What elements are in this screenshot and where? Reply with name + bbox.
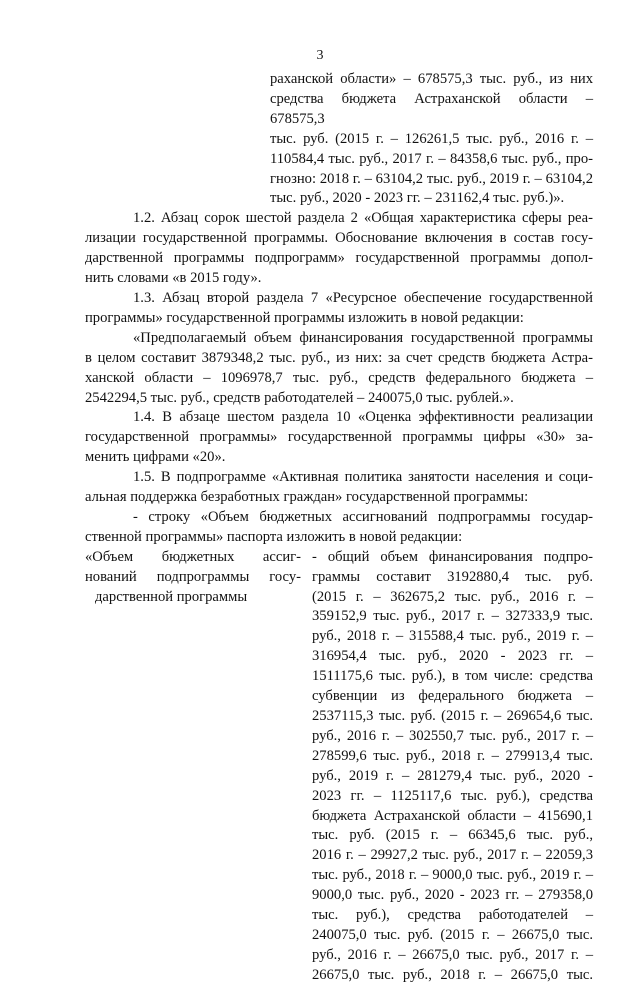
text-line: бюджета Астраханской области – 415690,1 <box>312 807 593 824</box>
top-continuation-block <box>85 70 593 209</box>
text-line: альная поддержка безработных граждан» государственной программы: <box>85 489 529 506</box>
text-line: 2016 г. – 29927,2 тыс. руб., 2017 г. – 22059,3 <box>312 847 593 864</box>
paragraph-1-2 <box>85 209 593 289</box>
text-line: руб., 2016 г. – 302550,7 тыс. руб., 2017 г. – <box>312 727 593 744</box>
text-line: 240075,0 тыс. руб. (2015 г. – 26675,0 тыс. <box>312 926 593 943</box>
paragraph-1-3 <box>85 289 593 329</box>
text-line: менить цифрами «20». <box>85 449 226 466</box>
text-line: субвенции из федерального бюджета – <box>312 688 593 705</box>
table-right-cell <box>312 548 593 986</box>
text-line: - строку «Объем бюджетных ассигнований подпрограммы государ- <box>133 508 593 525</box>
text-line: 1.3. Абзац второй раздела 7 «Ресурсное обеспечение государственной <box>133 289 593 306</box>
text-line: тыс. руб., 2020 - 2023 гг. – 231162,4 тыс. руб.)». <box>270 190 565 207</box>
paragraph-1-5 <box>85 468 593 508</box>
paragraph-dash-item <box>85 508 593 548</box>
passport-table-row <box>85 548 593 988</box>
text-line: руб., 2016 г. – 26675,0 тыс. руб., 2017 г. – <box>312 946 593 963</box>
text-line: руб., 2018 г. – 315588,4 тыс. руб., 2019 г. – <box>312 628 593 645</box>
text-line: государственной программы» государственной программы цифры «30» за- <box>85 429 593 446</box>
text-line: 1.2. Абзац сорок шестой раздела 2 «Общая характеристика сферы реа- <box>133 210 593 227</box>
text-line: 359152,9 тыс. руб., 2017 г. – 327333,9 тыс. <box>312 608 593 625</box>
text-line: 1.5. В подпрограмме «Активная политика занятости населения и соци- <box>133 469 593 486</box>
page-number: 3 <box>316 48 324 63</box>
text-line: граммы составит 3192880,4 тыс. руб. <box>312 568 593 585</box>
text-line: 2023 гг. – 1125117,6 тыс. руб.), средства <box>312 787 593 804</box>
text-line: дарственной программы подпрограмм» государственной программы допол- <box>85 250 593 267</box>
text-line: тыс. руб.), средства работодателей – <box>312 907 593 924</box>
text-line: 1.4. В абзаце шестом раздела 10 «Оценка эффективности реализации <box>133 409 593 426</box>
text-line: 9000,0 тыс. руб., 2020 - 2023 гг. – 279358,0 <box>312 887 593 904</box>
text-line: дарственной программы <box>95 588 248 605</box>
text-line: руб., 2019 г. – 281279,4 тыс. руб., 2020 - <box>312 767 593 784</box>
document-body <box>85 70 593 988</box>
text-line: «Объем бюджетных ассиг- <box>85 548 301 565</box>
text-line: в целом составит 3879348,2 тыс. руб., из них: за счет средств бюджета Астра- <box>85 349 593 366</box>
paragraph-1-4 <box>85 408 593 468</box>
paragraph-quote-financing <box>85 329 593 409</box>
text-line: 110584,4 тыс. руб., 2017 г. – 84358,6 тыс. руб., про- <box>270 150 593 167</box>
text-line: 1511175,6 тыс. руб.), в том числе: средства <box>312 668 593 685</box>
text-line: нить словами «в 2015 году». <box>85 270 262 287</box>
text-line: раханской области» – 678575,3 тыс. руб., из них <box>270 71 593 87</box>
text-line: «Предполагаемый объем финансирования государственной программы <box>133 329 593 346</box>
text-line: 26675,0 тыс. руб., 2018 г. – 26675,0 тыс. <box>312 966 593 983</box>
text-line: 316954,4 тыс. руб., 2020 - 2023 гг. – <box>312 648 593 665</box>
text-line: лизации государственной программы. Обоснование включения в состав госу- <box>85 230 593 247</box>
text-line: - общий объем финансирования подпро- <box>312 548 593 565</box>
table-left-cell <box>85 548 301 608</box>
text-line: 2537115,3 тыс. руб. (2015 г. – 269654,6 тыс. <box>312 708 593 724</box>
text-line: тыс. руб. (2015 г. – 126261,5 тыс. руб., 2016 г. – <box>270 130 593 147</box>
text-line: 278599,6 тыс. руб., 2018 г. – 279913,4 тыс. <box>312 747 593 764</box>
text-line: средства бюджета Астраханской области – 678575,3 <box>270 90 593 127</box>
text-line: гнозно: 2018 г. – 63104,2 тыс. руб., 2019 г. – 63104,2 <box>270 170 593 187</box>
text-line: ственной программы» паспорта изложить в новой редакции: <box>85 528 463 545</box>
text-line: нований подпрограммы госу- <box>85 568 301 585</box>
text-line: ханской области – 1096978,7 тыс. руб., средств федерального бюджета – <box>85 369 593 386</box>
text-line: (2015 г. – 362675,2 тыс. руб., 2016 г. – <box>312 588 593 605</box>
text-line: программы» государственной программы изложить в новой редакции: <box>85 309 524 326</box>
text-line: тыс. руб., 2018 г. – 9000,0 тыс. руб., 2019 г. – <box>312 867 593 884</box>
text-line: 2542294,5 тыс. руб., средств работодателей – 240075,0 тыс. рублей.». <box>85 389 514 406</box>
text-line: тыс. руб. (2015 г. – 66345,6 тыс. руб., <box>312 827 593 844</box>
